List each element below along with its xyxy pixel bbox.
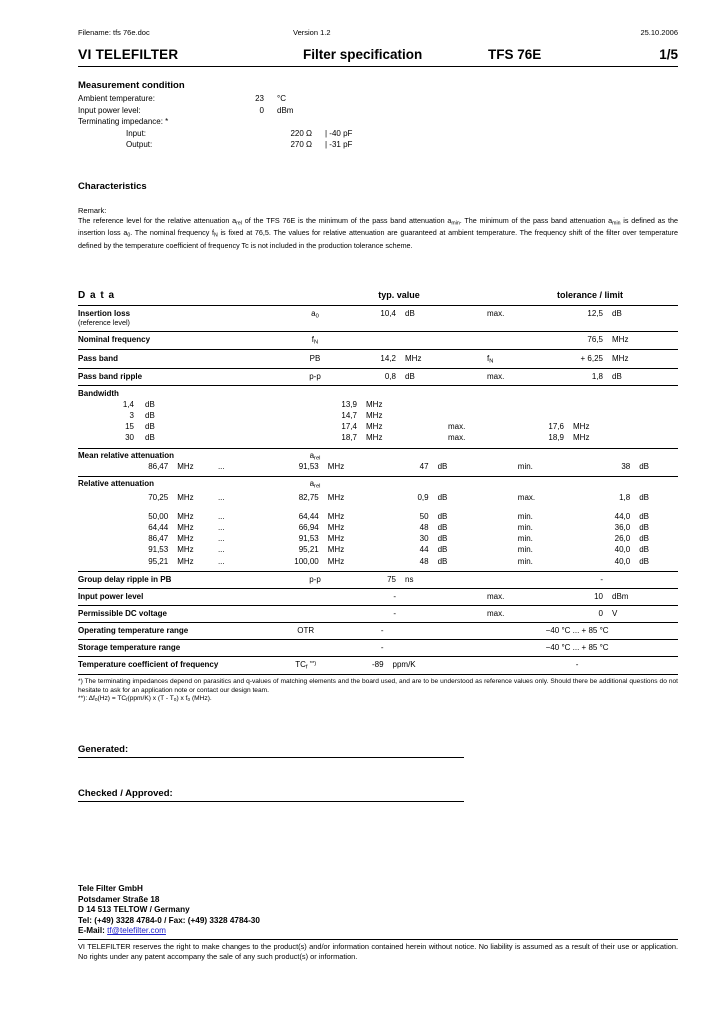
measurement-row — [78, 105, 678, 117]
bandwidth-level-unit: dB — [145, 399, 155, 409]
range-typ-unit: dB — [437, 492, 448, 502]
row-title: Nominal frequency — [78, 335, 151, 345]
row-title: Storage temperature range — [78, 643, 181, 653]
range-qualifier: min. — [517, 534, 533, 544]
measurement-row — [78, 116, 678, 128]
range-typ-unit: dB — [437, 534, 448, 544]
range-qualifier: min. — [517, 545, 533, 555]
measurement-row — [78, 93, 678, 105]
part-number: TFS 76E — [488, 47, 542, 62]
company-address — [78, 884, 678, 937]
bandwidth-level: 1,4 — [122, 399, 134, 409]
measurement-unit: | -40 pF — [325, 128, 353, 138]
measurement-value: 270 Ω — [290, 140, 312, 149]
page-title: Filter specification — [303, 47, 423, 62]
row-qualifier: $f_N$ — [487, 353, 494, 365]
measurement-unit: dBm — [277, 105, 294, 115]
email-label: E-Mail: — [78, 926, 108, 936]
bandwidth-tolerance-unit — [564, 399, 613, 410]
bandwidth-typ-unit: MHz — [366, 433, 383, 443]
range-qualifier: max. — [517, 492, 536, 502]
bandwidth-level: 3 — [129, 410, 134, 420]
range-start-unit: MHz — [177, 556, 194, 566]
bandwidth-row — [78, 421, 678, 432]
bandwidth-level-unit: dB — [145, 410, 155, 420]
bandwidth-tolerance-unit: MHz — [573, 433, 590, 443]
company-email-line — [78, 926, 678, 937]
measurement-unit: | -31 pF — [325, 140, 353, 149]
row-qualifier: max. — [487, 592, 505, 602]
range-start-unit: MHz — [177, 545, 194, 555]
bandwidth-typ: 14,7 — [341, 410, 357, 420]
row-typ-unit: MHz — [405, 353, 422, 363]
rel-att-row — [78, 533, 678, 544]
bandwidth-tolerance-unit: MHz — [573, 422, 590, 432]
range-dots: ... — [217, 545, 225, 555]
column-header-typ: typ. value — [378, 290, 420, 301]
row-symbol: $a_{rel}$ — [309, 451, 321, 462]
range-end-unit: MHz — [327, 462, 345, 472]
document-meta-header — [78, 28, 678, 37]
range-end-unit: MHz — [327, 523, 345, 533]
row-qualifier: max. — [487, 309, 505, 319]
column-header-tolerance: tolerance / limit — [556, 290, 624, 301]
table-row-pass-band-ripple — [78, 369, 678, 385]
range-start-unit: MHz — [177, 492, 194, 502]
range-typ: 44 — [419, 545, 429, 555]
range-typ: 50 — [419, 511, 429, 521]
range-end: 66,94 — [298, 523, 319, 533]
row-typ-value: 0,8 — [384, 372, 396, 382]
bandwidth-rows — [78, 399, 678, 444]
legal-disclaimer: VI TELEFILTER reserves the right to make changes to the product(s) and/or information contained herein without notice. No liability is assumed as a result of their use or application. No rights under any patent accompany the sale of any such product(s) or information. — [78, 939, 678, 962]
measurement-value: 0 — [259, 105, 264, 115]
row-tolerance-unit: dBm — [612, 592, 629, 602]
row-symbol: $a_{rel}$ — [309, 479, 321, 490]
row-range: - — [575, 660, 579, 670]
measurement-condition-title: Measurement condition — [78, 80, 185, 91]
bandwidth-typ: 13,9 — [341, 399, 357, 409]
bandwidth-tolerance: 18,9 — [548, 433, 564, 443]
table-header-row — [78, 287, 678, 305]
row-label — [78, 309, 286, 327]
header-divider — [78, 66, 678, 67]
bandwidth-qualifier — [424, 399, 516, 410]
table-row-input-power — [78, 589, 678, 605]
bandwidth-typ-unit: MHz — [366, 422, 383, 432]
row-typ-value: - — [393, 592, 396, 602]
range-start: 50,00 — [148, 511, 169, 521]
row-range: −40 °C ... + 85 °C — [545, 643, 609, 653]
range-tolerance: 36,0 — [614, 523, 631, 533]
range-dots: ... — [217, 556, 225, 566]
table-row-mean-rel-att-title — [78, 449, 678, 462]
row-tolerance-unit: MHz — [612, 335, 629, 345]
row-symbol: p-p — [309, 575, 321, 585]
range-typ-unit: dB — [437, 556, 448, 566]
range-start-unit: MHz — [177, 462, 194, 472]
measurement-label: Input power level: — [78, 105, 141, 115]
row-tolerance-unit: V — [612, 609, 618, 619]
row-typ-value: 14,2 — [380, 353, 396, 363]
measurement-label: Output: — [126, 140, 153, 149]
range-start: 64,44 — [148, 523, 169, 533]
row-title: Insertion loss — [78, 309, 131, 319]
row-tolerance: 0 — [598, 609, 603, 619]
measurement-value: 23 — [255, 94, 264, 103]
range-qualifier: min. — [517, 523, 533, 533]
table-row-dc-voltage — [78, 606, 678, 622]
row-typ-unit: dB — [405, 309, 415, 319]
row-title: Bandwidth — [78, 388, 119, 398]
row-title: Pass band — [78, 353, 119, 363]
row-tolerance: 76,5 — [587, 335, 603, 345]
range-start: 86,47 — [148, 462, 169, 472]
bandwidth-tolerance-unit — [564, 410, 613, 421]
brand-name: TELEFILTER — [95, 47, 179, 62]
row-title: Operating temperature range — [78, 626, 189, 636]
range-tolerance: 38 — [621, 462, 631, 472]
mean-rel-att-row — [78, 461, 678, 475]
range-start-unit: MHz — [177, 511, 194, 521]
range-dots: ... — [217, 462, 225, 472]
row-typ-value: 75 — [387, 575, 396, 585]
measurement-condition-rows — [78, 93, 678, 151]
row-typ-unit: ppm/K — [392, 660, 416, 670]
bandwidth-level-unit: dB — [145, 433, 155, 443]
footnote-terminating-impedance: *) The terminating impedances depend on parasitics and q-values of matching elements and the board used, and are to be understood as reference values only. Should there be additional questions do not hesitate to ask for an application note or contact our design team. — [78, 678, 678, 694]
range-typ-unit: dB — [437, 545, 448, 555]
range-typ: 48 — [419, 523, 429, 533]
range-start: 91,53 — [148, 545, 169, 555]
footnote-formula: **): $\Delta f_0(Hz) = TC_f(ppm/K)$ x $(T - T_0)$ x $f_0$ (MHz). — [78, 695, 212, 704]
row-typ-value: -89 — [371, 660, 384, 670]
company-street: Potsdamer Straße 18 — [78, 894, 160, 904]
table-row-rel-att-title — [78, 477, 678, 490]
range-end-unit: MHz — [327, 492, 345, 502]
row-typ-unit: ns — [405, 575, 414, 585]
table-row-nominal-frequency — [78, 332, 678, 349]
row-tolerance: - — [600, 575, 603, 585]
page-number: 1/5 — [659, 47, 678, 62]
range-start-unit: MHz — [177, 534, 194, 544]
table-row-temp-coefficient — [78, 657, 678, 674]
range-typ-unit: dB — [437, 511, 448, 521]
range-typ-unit: dB — [437, 523, 448, 533]
range-end: 91,53 — [298, 462, 319, 472]
row-title: Mean relative attenuation — [78, 451, 175, 461]
range-tolerance: 26,0 — [614, 534, 631, 544]
range-end: 95,21 — [298, 545, 319, 555]
row-symbol: PB — [309, 353, 321, 363]
range-typ: 47 — [419, 462, 429, 472]
bandwidth-tolerance: 17,6 — [548, 422, 564, 432]
range-end: 91,53 — [298, 534, 319, 544]
range-tolerance: 1,8 — [619, 492, 631, 502]
bandwidth-typ: 18,7 — [341, 433, 357, 443]
row-tolerance-unit: dB — [612, 309, 622, 319]
bandwidth-level: 15 — [125, 422, 134, 432]
range-qualifier: min. — [517, 511, 533, 521]
range-end-unit: MHz — [327, 534, 345, 544]
characteristics-section — [78, 181, 678, 251]
row-tolerance: 12,5 — [587, 309, 603, 319]
bandwidth-typ: 17,4 — [341, 422, 357, 432]
remark-label: Remark: — [78, 205, 107, 215]
range-typ-unit: dB — [437, 462, 448, 472]
bandwidth-qualifier — [424, 410, 516, 421]
row-title: Group delay ripple in PB — [78, 575, 172, 585]
bandwidth-tolerance — [516, 410, 564, 421]
row-typ-value: - — [393, 609, 396, 619]
signature-section — [78, 744, 678, 802]
row-tolerance-unit: MHz — [612, 353, 629, 363]
table-row-bandwidth-title — [78, 386, 678, 399]
measurement-label: Ambient temperature: — [78, 94, 155, 103]
range-qualifier: min. — [517, 462, 533, 472]
row-symbol: $TC_f$ **) — [295, 660, 317, 671]
range-tolerance-unit: dB — [639, 462, 650, 472]
rel-att-row — [78, 556, 678, 567]
rel-att-rows — [78, 511, 678, 567]
measurement-row — [78, 128, 678, 140]
generated-field[interactable]: Generated: — [78, 744, 464, 758]
range-end: 100,00 — [294, 556, 319, 566]
company-phone: Tel: (+49) 3328 4784-0 / Fax: (+49) 3328 4784-30 — [78, 915, 260, 925]
range-end-unit: MHz — [327, 556, 345, 566]
range-tolerance-unit: dB — [639, 556, 650, 566]
bandwidth-row — [78, 432, 678, 443]
row-qualifier: max. — [487, 372, 505, 382]
table-row-group-delay — [78, 572, 678, 588]
measurement-row — [78, 139, 678, 151]
date-label: 25.10.2006 — [640, 28, 678, 37]
row-symbol: $f_N$ — [311, 335, 319, 346]
range-dots: ... — [217, 523, 225, 533]
row-subtitle: (reference level) — [78, 318, 130, 328]
bandwidth-level: 30 — [125, 433, 134, 443]
range-typ: 48 — [419, 556, 429, 566]
range-dots: ... — [217, 534, 225, 544]
table-row-insertion-loss — [78, 306, 678, 331]
row-typ-value: - — [380, 643, 384, 653]
range-tolerance-unit: dB — [639, 534, 650, 544]
column-header-data: D a t a — [78, 290, 116, 302]
row-symbol: OTR — [297, 626, 315, 636]
row-symbol: p-p — [309, 372, 321, 382]
data-table — [78, 287, 678, 675]
range-tolerance: 44,0 — [614, 511, 631, 521]
bandwidth-typ-unit: MHz — [366, 399, 383, 409]
range-end-unit: MHz — [327, 511, 345, 521]
bandwidth-qualifier: max. — [448, 422, 466, 432]
row-title: Permissible DC voltage — [78, 609, 167, 619]
sheet-body — [78, 28, 678, 802]
bandwidth-level-unit: dB — [145, 422, 155, 432]
remark-text: The reference level for the relative attenuation $a_{rel}$ of the TFS 76E is the minimum of the pass band attenuation $a_{min}$. The minimum of the pass band attenuation $a_{min}$ is defined as the insertion loss $a_0$. The nominal frequency $f_N$ is fixed at 76,5. The values for relative attenuation are guaranteed at ambient temperature. The frequency shift of the filter over temperature defined by the temperature coefficient of frequency Tc is not included in the production tolerance scheme. — [78, 215, 678, 251]
rel-att-row — [78, 511, 678, 522]
range-tolerance: 40,0 — [614, 545, 631, 555]
table-row-storage-temp — [78, 640, 678, 656]
row-range: −40 °C ... + 85 °C — [545, 626, 609, 636]
brand-logo — [78, 46, 303, 62]
range-start-unit: MHz — [177, 523, 194, 533]
bandwidth-tolerance — [516, 399, 564, 410]
range-end: 82,75 — [298, 492, 319, 502]
row-title: Temperature coefficient of frequency — [78, 660, 219, 670]
range-qualifier: min. — [517, 556, 533, 566]
range-tolerance-unit: dB — [639, 492, 650, 502]
range-start: 95,21 — [148, 556, 169, 566]
range-dots: ... — [217, 511, 225, 521]
measurement-label: Input: — [126, 128, 147, 138]
company-name: Tele Filter GmbH — [78, 884, 143, 893]
measurement-unit: °C — [277, 94, 286, 103]
range-tolerance-unit: dB — [639, 545, 650, 555]
row-tolerance-unit: dB — [612, 372, 622, 382]
row-typ-value: 10,4 — [380, 309, 396, 319]
company-city: D 14 513 TELTOW / Germany — [78, 905, 190, 915]
row-qualifier: max. — [487, 609, 505, 619]
version-label: Version 1.2 — [293, 28, 331, 37]
row-typ-value: - — [380, 626, 384, 636]
row-symbol: $a_0$ — [311, 309, 319, 320]
characteristics-title: Characteristics — [78, 180, 147, 192]
range-typ: 0,9 — [417, 492, 429, 502]
row-tolerance: + 6,25 — [580, 353, 603, 363]
row-tolerance: 1,8 — [591, 372, 603, 382]
measurement-value: 220 Ω — [290, 128, 312, 138]
bandwidth-row — [78, 399, 678, 410]
row-tolerance: 10 — [594, 592, 603, 602]
row-title: Relative attenuation — [78, 479, 155, 489]
range-dots: ... — [217, 492, 225, 502]
filename-label: Filename: tfs 76e.doc — [78, 28, 150, 37]
email-link[interactable]: tf@telefilter.com — [107, 926, 166, 936]
range-start: 70,25 — [148, 492, 169, 502]
bandwidth-row — [78, 410, 678, 421]
rel-att-row — [78, 522, 678, 533]
table-divider — [78, 674, 678, 675]
measurement-condition-section — [78, 80, 678, 151]
row-title: Input power level — [78, 592, 144, 602]
page-footer — [78, 884, 678, 962]
range-tolerance-unit: dB — [639, 511, 650, 521]
document-title-bar — [78, 46, 678, 66]
rel-att-row — [78, 544, 678, 555]
row-title: Pass band ripple — [78, 372, 143, 382]
bandwidth-typ-unit: MHz — [366, 410, 383, 420]
range-start: 86,47 — [148, 534, 169, 544]
row-typ-unit: dB — [405, 372, 415, 382]
range-end-unit: MHz — [327, 545, 345, 555]
range-tolerance-unit: dB — [639, 523, 650, 533]
table-row-pass-band — [78, 350, 678, 367]
table-row-operating-temp — [78, 623, 678, 639]
measurement-label: Terminating impedance: * — [78, 117, 169, 126]
checked-approved-field[interactable]: Checked / Approved: — [78, 788, 464, 802]
range-tolerance: 40,0 — [614, 556, 631, 566]
range-typ: 30 — [419, 534, 429, 544]
range-end: 64,44 — [298, 511, 319, 521]
bandwidth-qualifier: max. — [448, 433, 466, 443]
brand-vi: VI — [78, 46, 92, 62]
rel-att-row — [78, 490, 678, 511]
